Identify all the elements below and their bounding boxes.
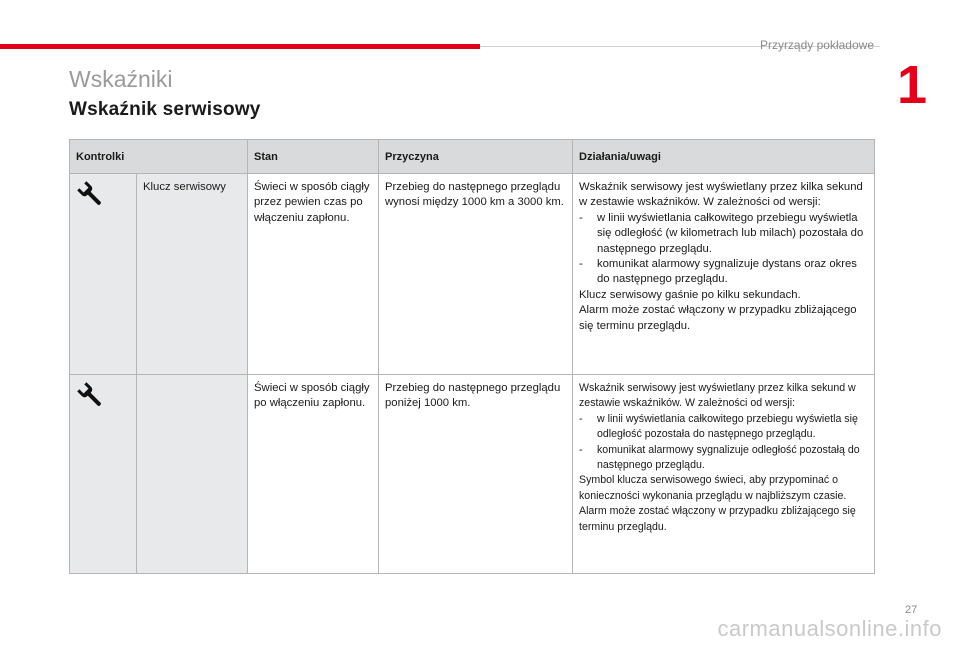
action-list-item (579, 412, 868, 443)
action-item-text: w linii wyświetlania całkowitego przebiegu wyświetla się odległość pozostała do następnego przeglądu. (597, 412, 858, 441)
action-outro: Klucz serwisowy gaśnie po kilku sekundach. (579, 288, 801, 301)
state-text: Świeci w sposób ciągły przez pewien czas po włączeniu zapłonu. (248, 174, 379, 375)
action-outro: Symbol klucza serwisowego świeci, aby przypominać o konieczności wykonania przeglądu w najbliższym czasie. (579, 474, 847, 502)
action-intro: Wskaźnik serwisowy jest wyświetlany przez kilka sekund w zestawie wskaźników. W zależności od wersji: (579, 181, 863, 209)
chapter-number: 1 (897, 55, 928, 115)
indicator-icon-cell (70, 375, 137, 574)
indicator-icon-cell (70, 174, 137, 375)
indicator-table (69, 139, 875, 574)
dash-marker: - (579, 258, 583, 271)
indicator-name (137, 375, 248, 574)
chapter-title: Przyrządy pokładowe (759, 38, 874, 52)
dash-marker: - (579, 443, 583, 456)
table-row (70, 174, 875, 375)
table-row (70, 375, 875, 574)
action-item-text: komunikat alarmowy sygnalizuje dystans oraz okres do następnego przeglądu. (597, 258, 857, 286)
action-cell (573, 174, 875, 375)
subsection-title: Wskaźnik serwisowy (69, 99, 261, 120)
header-kontrolki: Kontrolki (70, 140, 248, 174)
cause-text: Przebieg do następnego przeglądu wynosi między 1000 km a 3000 km. (379, 174, 573, 375)
table-header-row (70, 140, 875, 174)
header-przyczyna: Przyczyna (379, 140, 573, 174)
state-text: Świeci w sposób ciągły po włączeniu zapłonu. (248, 375, 379, 574)
action-outro: Alarm może zostać włączony w przypadku zbliżającego się terminu przeglądu. (579, 505, 856, 533)
wrench-icon (76, 180, 106, 210)
watermark: carmanualsonline.info (717, 616, 942, 641)
action-list-item (579, 211, 868, 257)
action-item-text: w linii wyświetlania całkowitego przebiegu wyświetla się odległość (w kilometrach lub milach) pozostała do następnego przeglądu. (597, 211, 864, 255)
header-red-bar (0, 44, 480, 49)
dash-marker: - (579, 412, 583, 425)
section-title: Wskaźniki (69, 66, 173, 92)
dash-marker: - (579, 211, 583, 224)
action-outro: Alarm może zostać włączony w przypadku zbliżającego się terminu przeglądu. (579, 304, 857, 332)
header-dzialania: Działania/uwagi (573, 140, 875, 174)
action-list-item (579, 443, 868, 474)
action-list-item (579, 257, 868, 288)
header-stan: Stan (248, 140, 379, 174)
cause-text: Przebieg do następnego przeglądu poniżej 1000 km. (379, 375, 573, 574)
action-intro: Wskaźnik serwisowy jest wyświetlany przez kilka sekund w zestawie wskaźników. W zależności od wersji: (579, 382, 856, 410)
action-item-text: komunikat alarmowy sygnalizuje odległość pozostałą do następnego przeglądu. (597, 443, 860, 472)
page-number: 27 (905, 604, 918, 616)
action-cell (573, 375, 875, 574)
wrench-icon (76, 381, 106, 411)
indicator-name: Klucz serwisowy (137, 174, 248, 375)
